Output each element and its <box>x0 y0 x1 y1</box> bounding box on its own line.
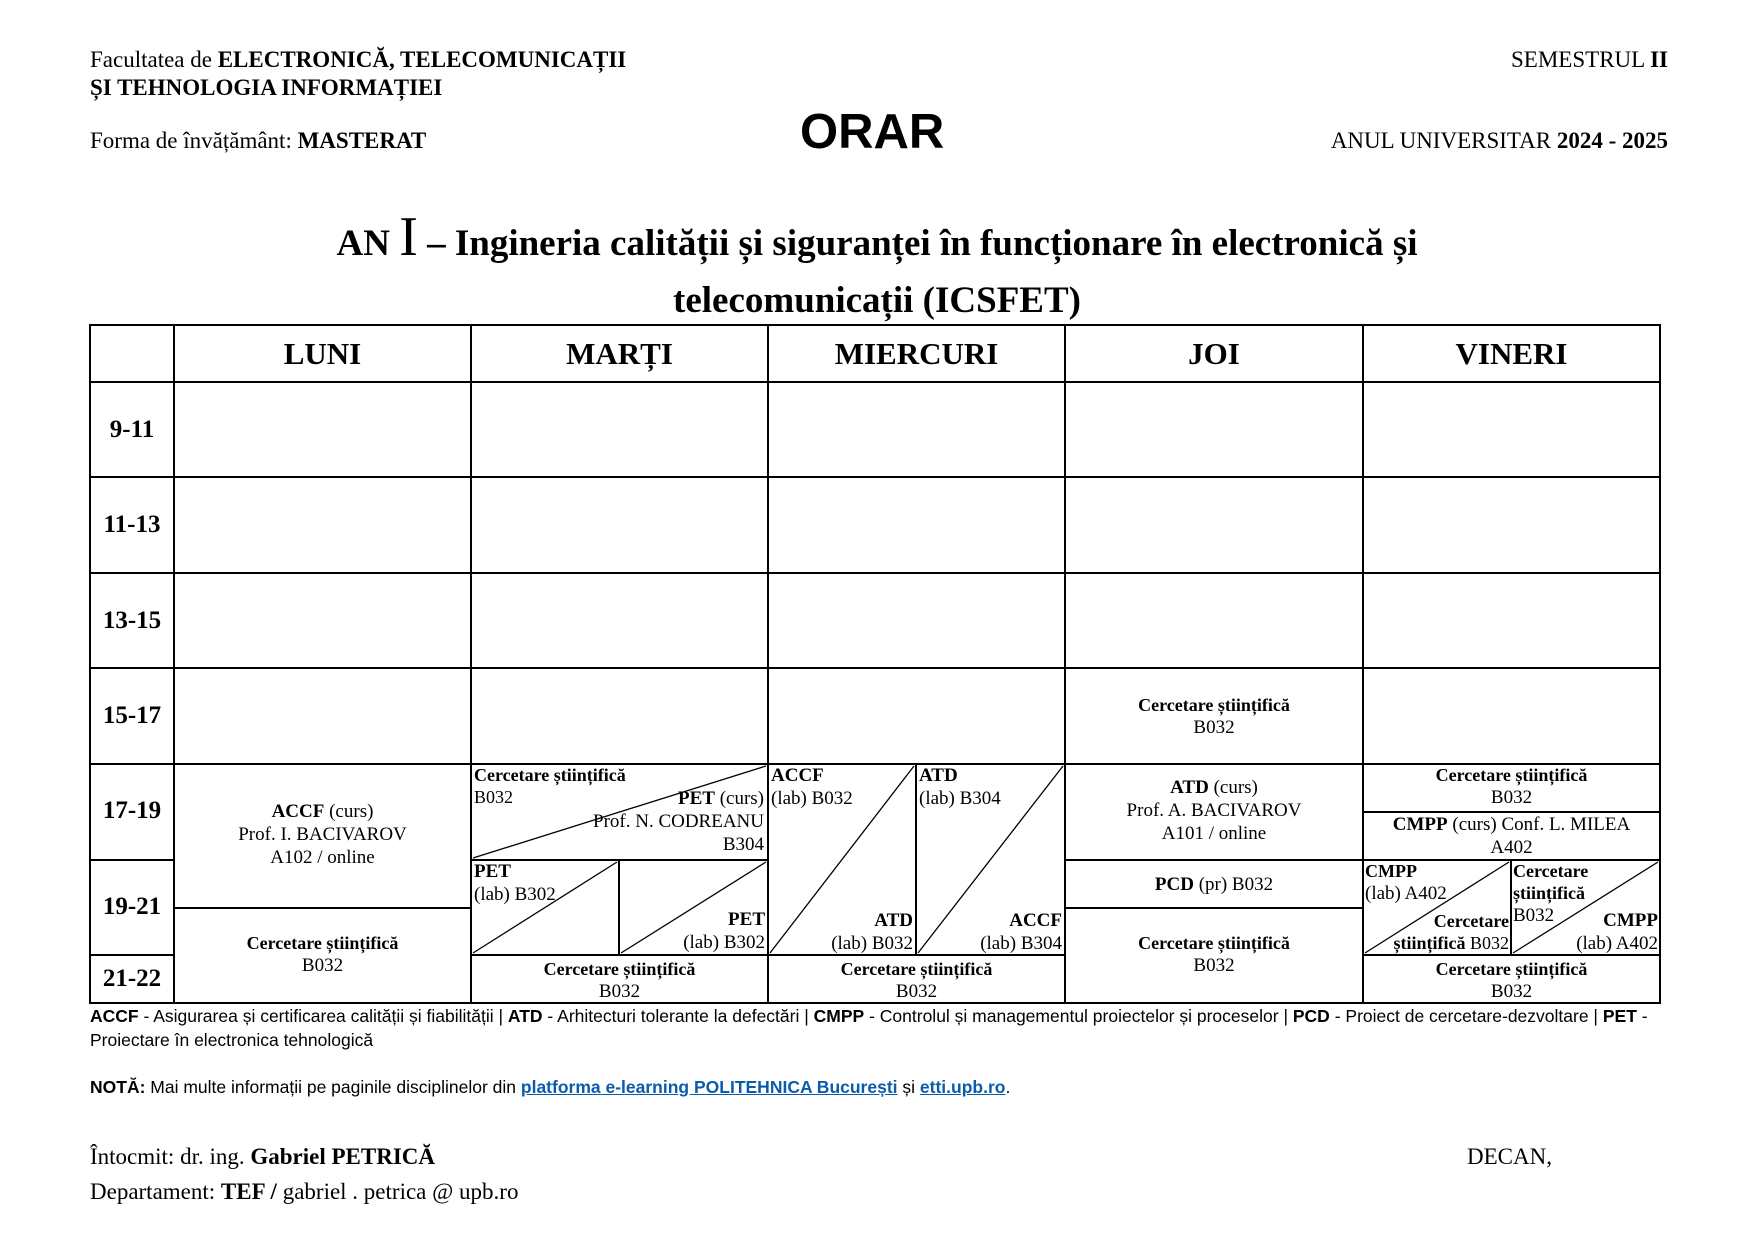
semester: SEMESTRUL II <box>1511 47 1668 72</box>
program-title-line-1: AN I – Ingineria calității și siguranței în funcționare în electronică și <box>336 206 1418 268</box>
joi-atd-course: ATD (curs) Prof. A. BACIVAROV A101 / online <box>1126 777 1302 844</box>
miercuri-research: Cercetare științifică B032 <box>840 959 993 1002</box>
day-header-miercuri: MIERCURI <box>834 336 999 371</box>
vineri-research-split-b: Cercetare științifică B032 <box>1513 861 1589 926</box>
abbreviation-legend: ACCF - Asigurarea și certificarea calității și fiabilității | ATD - Arhitecturi tolerante la defectări | CMPP - Controlul și managementul proiectelor și proceselor | PCD - Proiect de cercetare-dezvoltare | PET - Proiectare în electronica tehnologică <box>90 1006 1648 1050</box>
marti-pet-lab-b: PET (lab) B302 <box>683 909 765 953</box>
vineri-research-split-a: Cercetare științifică B032 <box>1393 911 1509 953</box>
marti-pet-lab-a: PET (lab) B302 <box>474 861 556 905</box>
time-slot-17-19: 17-19 <box>102 797 162 824</box>
luni-research: Cercetare științifică B032 <box>246 933 399 976</box>
vineri-cmpp-course: CMPP (curs) Conf. L. MILEA A402 <box>1392 814 1631 858</box>
day-header-joi: JOI <box>1188 336 1240 371</box>
miercuri-accf-lab-2: ACCF (lab) B304 <box>980 910 1062 954</box>
joi-research: Cercetare științifică B032 <box>1138 933 1290 976</box>
page-title: ORAR <box>800 105 945 159</box>
department: Departament: TEF / gabriel . petrica @ upb.ro <box>90 1179 519 1204</box>
time-slot-11-13: 11-13 <box>103 511 161 538</box>
study-form: Forma de învățământ: MASTERAT <box>90 128 427 153</box>
day-header-vineri: VINERI <box>1455 336 1568 371</box>
elearning-link[interactable]: platforma e-learning POLITEHNICA București <box>520 1077 898 1097</box>
faculty-line-2: ȘI TEHNOLOGIA INFORMAȚIEI <box>90 75 443 100</box>
time-slot-15-17: 15-17 <box>102 702 162 729</box>
joi-pcd-project: PCD (pr) B032 <box>1154 874 1274 895</box>
day-header-luni: LUNI <box>283 336 362 371</box>
time-slot-19-21: 19-21 <box>102 893 162 920</box>
miercuri-accf-lab: ACCF (lab) B032 <box>771 765 853 809</box>
vineri-cmpp-lab-a: CMPP (lab) A402 <box>1365 861 1447 904</box>
marti-research: Cercetare științifică B032 <box>543 959 696 1002</box>
note: NOTĂ: Mai multe informații pe paginile disciplinelor din platforma e-learning POLITEHNICA București și etti.upb.ro. <box>90 1077 1011 1097</box>
miercuri-atd-lab-2: ATD (lab) B032 <box>831 910 913 954</box>
joi-research-15-17: Cercetare științifică B032 <box>1138 695 1290 738</box>
day-header-marti: MARȚI <box>566 336 673 371</box>
miercuri-atd-lab: ATD (lab) B304 <box>919 765 1001 809</box>
academic-year: ANUL UNIVERSITAR 2024 - 2025 <box>1330 128 1668 153</box>
prepared-by: Întocmit: dr. ing. Gabriel PETRICĂ <box>90 1144 435 1169</box>
program-title-line-2: telecomunicații (ICSFET) <box>673 280 1081 321</box>
luni-accf-course: ACCF (curs) Prof. I. BACIVAROV A102 / online <box>238 801 407 868</box>
faculty-line-1: Facultatea de ELECTRONICĂ, TELECOMUNICAȚII <box>90 47 627 72</box>
time-slot-13-15: 13-15 <box>102 607 162 634</box>
marti-pet-course: PET (curs) Prof. N. CODREANU B304 <box>593 788 764 855</box>
etti-link[interactable]: etti.upb.ro <box>919 1077 1006 1097</box>
time-slot-9-11: 9-11 <box>109 416 155 443</box>
vineri-research: Cercetare științifică B032 <box>1435 959 1588 1002</box>
time-slot-21-22: 21-22 <box>102 965 162 992</box>
dean-signature-label: DECAN, <box>1467 1144 1552 1169</box>
marti-research-split: Cercetare științifică B032 <box>474 765 626 807</box>
vineri-research-17: Cercetare științifică B032 <box>1435 765 1588 808</box>
vineri-cmpp-lab-b: CMPP (lab) A402 <box>1576 910 1658 954</box>
